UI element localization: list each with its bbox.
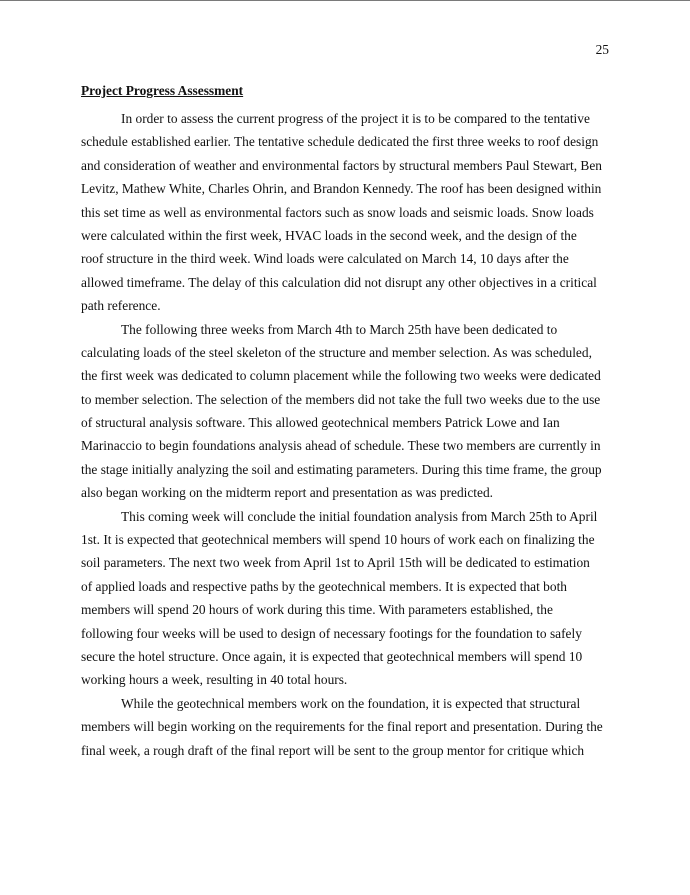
text-line: schedule established earlier. The tentative schedule dedicated the first three weeks to roof design: [81, 134, 599, 150]
text-line: and consideration of weather and environmental factors by structural members Paul Stewart, Ben: [81, 157, 602, 173]
text-line: Levitz, Mathew White, Charles Ohrin, and Brandon Kennedy. The roof has been designed within: [81, 181, 602, 197]
text-line: of structural analysis software. This allowed geotechnical members Patrick Lowe and Ian: [81, 415, 560, 431]
paragraph-2: [81, 318, 611, 505]
text-line: path reference.: [81, 298, 161, 314]
text-line: While the geotechnical members work on the foundation, it is expected that structural: [121, 695, 581, 711]
text-line: the stage initially analyzing the soil and estimating parameters. During this time frame, the group: [81, 461, 602, 477]
text-line: roof structure in the third week. Wind loads were calculated on March 14, 10 days after the: [81, 251, 569, 267]
text-line: soil parameters. The next two week from April 1st to April 15th will be dedicated to estimation: [81, 555, 590, 571]
text-line: also began working on the midterm report and presentation as was predicted.: [81, 485, 494, 501]
text-line: 1st. It is expected that geotechnical members will spend 10 hours of work each on finalizing the: [81, 532, 595, 548]
page-top-border: [0, 0, 690, 1]
page-number: 25: [595, 42, 609, 57]
text-line: following four weeks will be used to design of necessary footings for the foundation to safely: [81, 625, 582, 641]
paragraph-1: [81, 107, 611, 318]
text-line: The following three weeks from March 4th to March 25th have been dedicated to: [121, 321, 558, 337]
text-line: of applied loads and respective paths by the geotechnical members. It is expected that both: [81, 578, 567, 594]
text-line: final week, a rough draft of the final report will be sent to the group mentor for critique which: [81, 742, 585, 758]
text-line: members will spend 20 hours of work during this time. With parameters established, the: [81, 602, 553, 618]
text-line: were calculated within the first week, HVAC loads in the second week, and the design of the: [81, 227, 577, 243]
text-line: to member selection. The selection of the members did not take the full two weeks due to the use: [81, 391, 601, 407]
text-line: Marinaccio to begin foundations analysis ahead of schedule. These two members are currently in: [81, 438, 601, 454]
text-line: members will begin working on the requirements for the final report and presentation. During the: [81, 719, 603, 735]
text-line: working hours a week, resulting in 40 total hours.: [81, 672, 348, 688]
text-line: This coming week will conclude the initial foundation analysis from March 25th to April: [121, 508, 598, 524]
paragraph-4: [81, 692, 611, 762]
text-line: the first week was dedicated to column placement while the following two weeks were dedicated: [81, 368, 601, 384]
text-line: calculating loads of the steel skeleton of the structure and member selection. As was scheduled,: [81, 344, 592, 360]
section-heading: Project Progress Assessment: [81, 83, 244, 98]
text-line: allowed timeframe. The delay of this calculation did not disrupt any other objectives in a critical: [81, 274, 597, 290]
text-line: secure the hotel structure. Once again, it is expected that geotechnical members will spend 10: [81, 648, 583, 664]
text-line: this set time as well as environmental factors such as snow loads and seismic loads. Snow loads: [81, 204, 594, 220]
document-body: [81, 107, 611, 762]
text-line: In order to assess the current progress of the project it is to be compared to the tentative: [121, 111, 590, 126]
paragraph-3: [81, 505, 611, 692]
